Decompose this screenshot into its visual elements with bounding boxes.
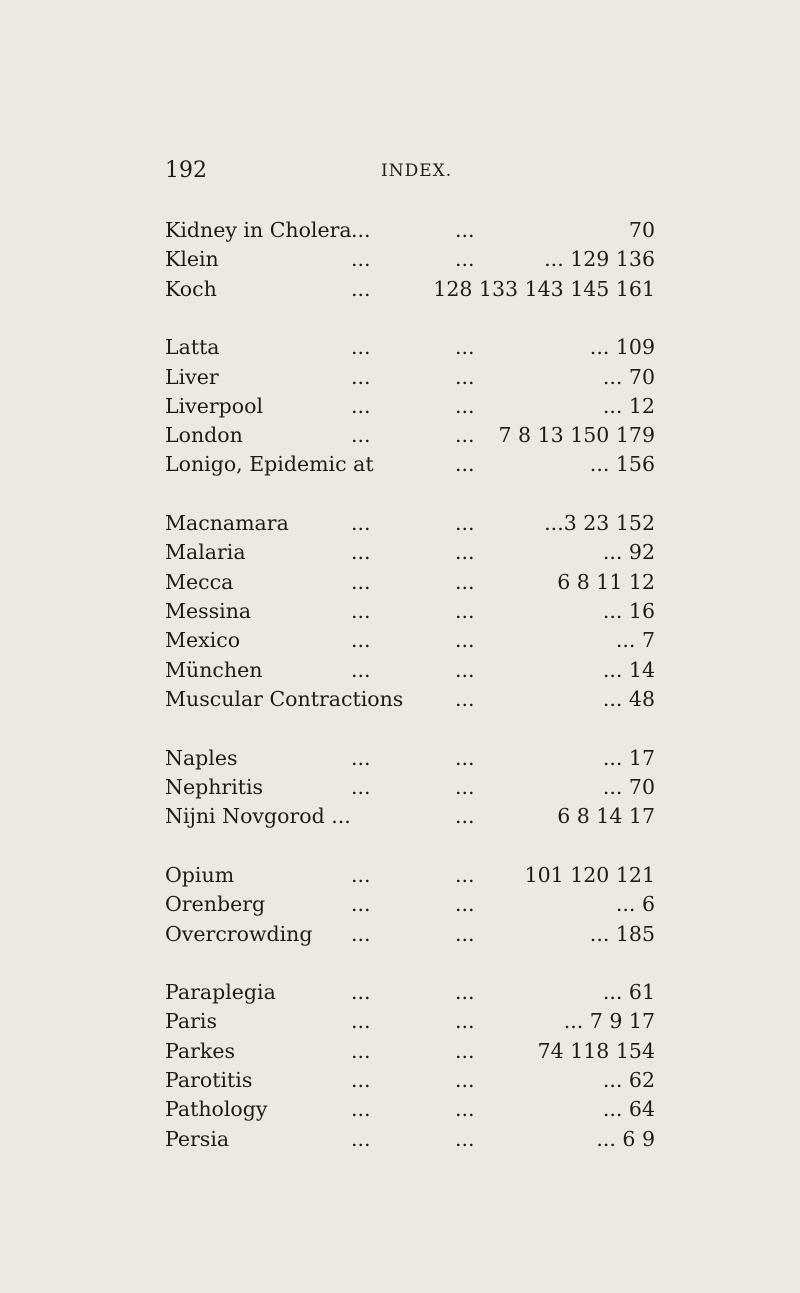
leader-dots: ... xyxy=(455,218,475,242)
index-entry xyxy=(165,920,655,949)
index-entry xyxy=(165,626,655,655)
index-entries xyxy=(165,216,655,1154)
leader-dots: ... xyxy=(351,1097,371,1122)
leader-dots: ... xyxy=(455,657,475,682)
leader-dots: ... xyxy=(351,774,371,799)
index-entry xyxy=(165,216,655,245)
page-references: ... 129 136 xyxy=(544,247,655,272)
index-entry xyxy=(165,978,655,1007)
leader-dots: ... xyxy=(351,599,371,624)
index-entry xyxy=(165,509,655,538)
leader-dots: ... xyxy=(351,1068,371,1093)
leader-dots: ... xyxy=(351,276,371,301)
index-entry xyxy=(165,450,655,479)
index-term: Mexico xyxy=(165,628,241,653)
leader-dots: ... xyxy=(455,452,475,477)
index-term: Kidney in Cholera xyxy=(165,218,352,242)
page-title: INDEX. xyxy=(381,161,453,181)
leader-dots: ... xyxy=(455,892,475,917)
index-entry xyxy=(165,1066,655,1095)
page-references: ... 7 9 17 xyxy=(563,1009,655,1034)
leader-dots: ... xyxy=(455,247,475,272)
leader-dots: ... xyxy=(455,1126,475,1151)
index-entry xyxy=(165,890,655,919)
leader-dots: ... xyxy=(351,511,371,536)
index-entry xyxy=(165,363,655,392)
leader-dots: ... xyxy=(351,335,371,360)
page-references: 128 133 143 145 161 xyxy=(433,276,655,301)
index-entry xyxy=(165,861,655,890)
page-references: ...3 23 152 xyxy=(544,511,655,536)
index-term: London xyxy=(165,423,243,448)
leader-dots: ... xyxy=(351,657,371,682)
leader-dots: ... xyxy=(351,1038,371,1063)
page-references: ... 64 xyxy=(602,1097,655,1122)
index-entry xyxy=(165,802,655,831)
index-entry xyxy=(165,1125,655,1154)
leader-dots: ... xyxy=(351,1009,371,1034)
index-term: Liver xyxy=(165,364,219,389)
leader-dots: ... xyxy=(455,540,475,565)
leader-dots: ... xyxy=(351,745,371,770)
index-term: Paraplegia xyxy=(165,980,276,1005)
index-term: Malaria xyxy=(165,540,246,565)
index-entry xyxy=(165,597,655,626)
leader-dots: ... xyxy=(351,1126,371,1151)
leader-dots: ... xyxy=(455,686,475,711)
leader-dots: ... xyxy=(455,745,475,770)
index-entry xyxy=(165,744,655,773)
index-entry xyxy=(165,392,655,421)
index-term: München xyxy=(165,657,263,682)
index-term: Mecca xyxy=(165,569,234,594)
index-entry xyxy=(165,656,655,685)
index-entry xyxy=(165,773,655,802)
page-references: ... 70 xyxy=(602,774,655,799)
index-entry xyxy=(165,568,655,597)
page-references: ... 7 xyxy=(615,628,655,653)
index-term: Naples xyxy=(165,745,238,770)
page-references: ... 61 xyxy=(602,980,655,1005)
leader-dots: ... xyxy=(351,921,371,946)
index-term: Macnamara xyxy=(165,511,289,536)
index-term: Pathology xyxy=(165,1097,268,1122)
leader-dots: ... xyxy=(455,921,475,946)
index-entry xyxy=(165,245,655,274)
page-references: ... 6 xyxy=(615,892,655,917)
leader-dots: ... xyxy=(455,1068,475,1093)
leader-dots: ... xyxy=(455,804,475,829)
index-term: Orenberg xyxy=(165,892,266,917)
index-term: Paris xyxy=(165,1009,217,1034)
index-term: Overcrowding xyxy=(165,921,313,946)
leader-dots: ... xyxy=(455,599,475,624)
index-term: Opium xyxy=(165,862,235,887)
leader-dots: ... xyxy=(455,511,475,536)
leader-dots: ... xyxy=(455,1097,475,1122)
index-entry xyxy=(165,1095,655,1124)
page-references: ... 70 xyxy=(602,364,655,389)
page-references: 74 118 154 xyxy=(537,1038,655,1063)
leader-dots: ... xyxy=(455,628,475,653)
index-term: Lonigo, Epidemic at xyxy=(165,452,374,477)
index-entry xyxy=(165,421,655,450)
leader-dots: ... xyxy=(351,393,371,418)
leader-dots: ... xyxy=(455,774,475,799)
leader-dots: ... xyxy=(455,393,475,418)
index-term: Latta xyxy=(165,335,220,360)
running-head xyxy=(165,158,655,188)
page-references: 6 8 11 12 xyxy=(557,569,655,594)
leader-dots: ... xyxy=(351,892,371,917)
leader-dots: ... xyxy=(455,980,475,1005)
page-references: ... 92 xyxy=(602,540,655,565)
index-term: Nephritis xyxy=(165,774,264,799)
page-number: 192 xyxy=(165,158,207,183)
leader-dots: ... xyxy=(351,247,371,272)
index-term: Nijni Novgorod ... xyxy=(165,804,351,829)
leader-dots: ... xyxy=(351,423,371,448)
page-references: ... 12 xyxy=(602,393,655,418)
index-term: Messina xyxy=(165,599,252,624)
index-term: Persia xyxy=(165,1126,230,1151)
page-references: 101 120 121 xyxy=(524,862,655,887)
index-term: Parotitis xyxy=(165,1068,253,1093)
leader-dots: ... xyxy=(351,862,371,887)
page-references: ... 14 xyxy=(602,657,655,682)
index-term: Liverpool xyxy=(165,393,264,418)
index-term: Klein xyxy=(165,247,219,272)
index-entry xyxy=(165,685,655,714)
leader-dots: ... xyxy=(351,218,371,242)
leader-dots: ... xyxy=(351,364,371,389)
leader-dots: ... xyxy=(351,540,371,565)
leader-dots: ... xyxy=(351,628,371,653)
leader-dots: ... xyxy=(455,423,475,448)
page-references: ... 16 xyxy=(602,599,655,624)
page-references: 7 8 13 150 179 xyxy=(498,423,655,448)
leader-dots: ... xyxy=(351,569,371,594)
leader-dots: ... xyxy=(455,862,475,887)
page-references: ... 109 xyxy=(589,335,655,360)
page-references: ... 17 xyxy=(602,745,655,770)
index-term: Koch xyxy=(165,276,217,301)
leader-dots: ... xyxy=(351,980,371,1005)
page-references: ... 62 xyxy=(602,1068,655,1093)
leader-dots: ... xyxy=(455,1009,475,1034)
index-entry xyxy=(165,538,655,567)
leader-dots: ... xyxy=(455,569,475,594)
leader-dots: ... xyxy=(455,335,475,360)
page-references: 70 xyxy=(628,218,655,242)
index-entry xyxy=(165,1007,655,1036)
leader-dots: ... xyxy=(455,364,475,389)
leader-dots: ... xyxy=(455,1038,475,1063)
index-entry xyxy=(165,333,655,362)
index-term: Muscular Contractions xyxy=(165,686,404,711)
page-references: ... 48 xyxy=(602,686,655,711)
page-references: ... 6 9 xyxy=(596,1126,655,1151)
index-term: Parkes xyxy=(165,1038,235,1063)
index-entry xyxy=(165,275,655,304)
index-entry xyxy=(165,1037,655,1066)
page-references: ... 156 xyxy=(589,452,655,477)
page-references: ... 185 xyxy=(589,921,655,946)
page-references: 6 8 14 17 xyxy=(557,804,655,829)
